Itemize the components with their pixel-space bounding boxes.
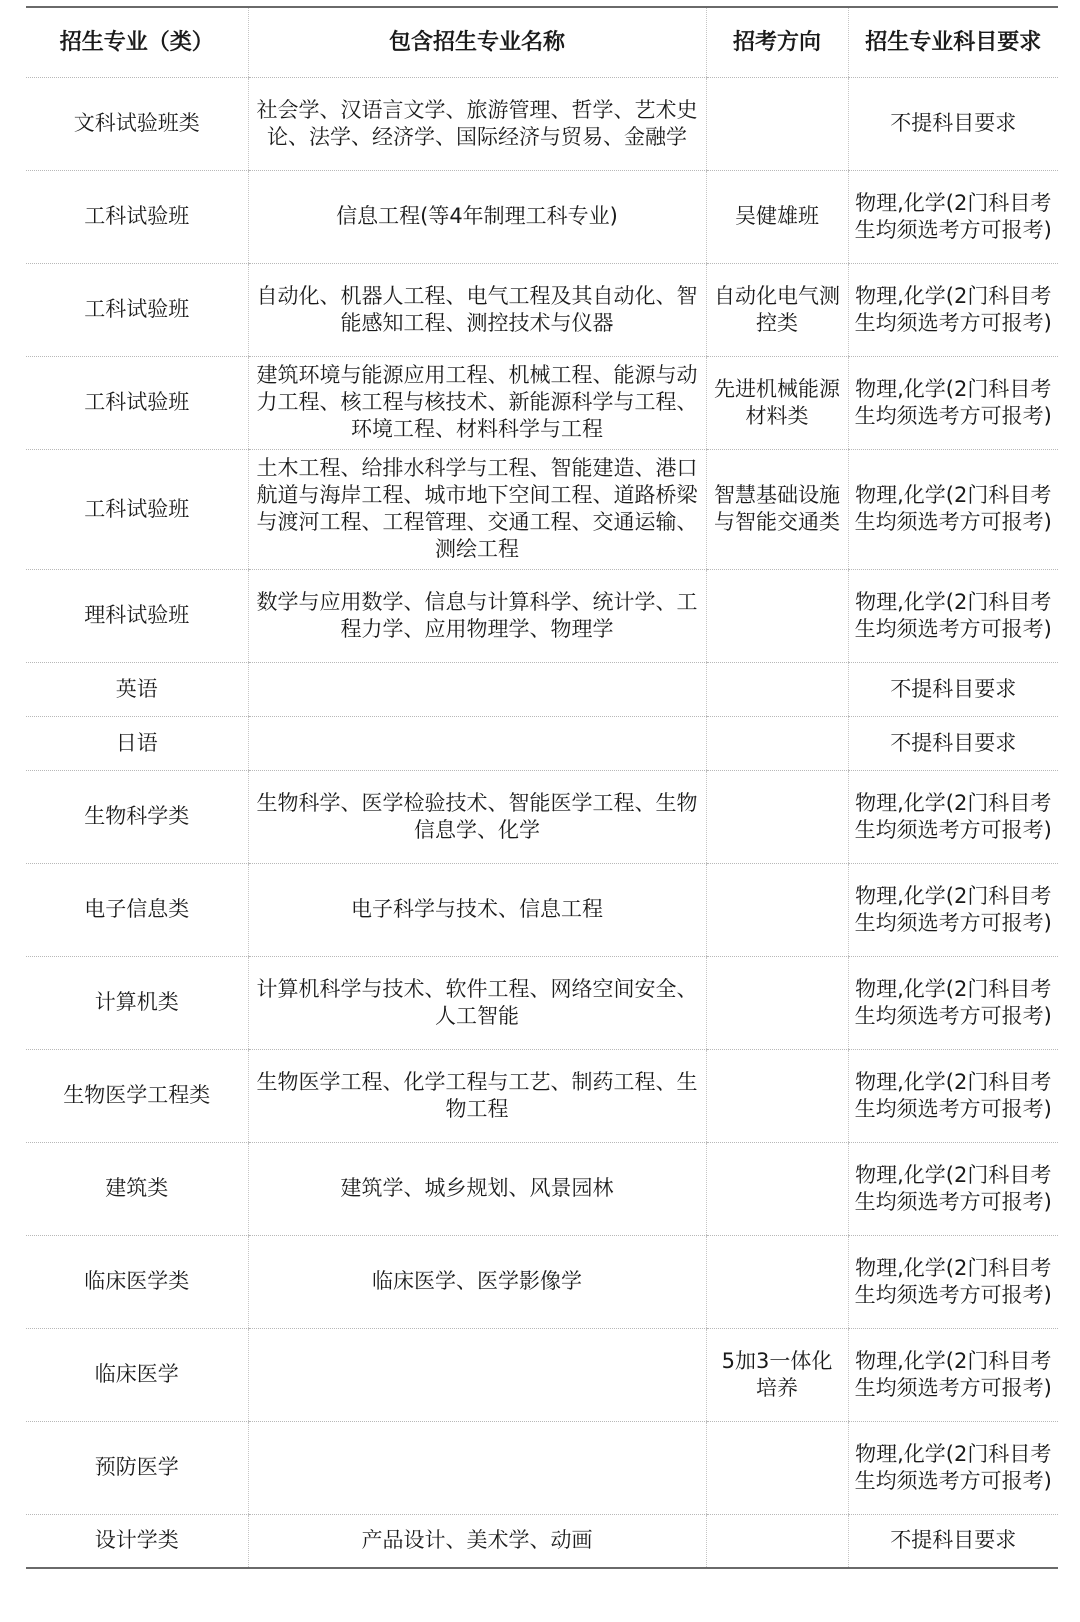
cell-direction — [706, 770, 848, 863]
cell-requirement: 物理,化学(2门科目考生均须选考方可报考) — [848, 1235, 1058, 1328]
cell-major: 工科试验班 — [26, 170, 248, 263]
cell-requirement: 不提科目要求 — [848, 716, 1058, 770]
table-row — [26, 716, 1058, 770]
cell-requirement: 物理,化学(2门科目考生均须选考方可报考) — [848, 263, 1058, 356]
cell-includes — [248, 1421, 706, 1514]
cell-includes: 建筑学、城乡规划、风景园林 — [248, 1142, 706, 1235]
cell-includes: 数学与应用数学、信息与计算科学、统计学、工程力学、应用物理学、物理学 — [248, 569, 706, 662]
table-row — [26, 170, 1058, 263]
cell-direction — [706, 1421, 848, 1514]
cell-includes — [248, 716, 706, 770]
cell-major: 工科试验班 — [26, 356, 248, 449]
cell-major: 建筑类 — [26, 1142, 248, 1235]
cell-includes: 电子科学与技术、信息工程 — [248, 863, 706, 956]
cell-major: 生物医学工程类 — [26, 1049, 248, 1142]
header-includes: 包含招生专业名称 — [248, 7, 706, 77]
cell-includes: 信息工程(等4年制理工科专业) — [248, 170, 706, 263]
header-major: 招生专业（类） — [26, 7, 248, 77]
cell-includes — [248, 1328, 706, 1421]
cell-direction — [706, 662, 848, 716]
cell-direction — [706, 1142, 848, 1235]
cell-includes: 生物医学工程、化学工程与工艺、制药工程、生物工程 — [248, 1049, 706, 1142]
cell-direction — [706, 77, 848, 170]
cell-includes: 建筑环境与能源应用工程、机械工程、能源与动力工程、核工程与核技术、新能源科学与工程、环境工程、材料科学与工程 — [248, 356, 706, 449]
cell-includes: 自动化、机器人工程、电气工程及其自动化、智能感知工程、测控技术与仪器 — [248, 263, 706, 356]
cell-major: 临床医学类 — [26, 1235, 248, 1328]
cell-includes: 土木工程、给排水科学与工程、智能建造、港口航道与海岸工程、城市地下空间工程、道路桥梁与渡河工程、工程管理、交通工程、交通运输、测绘工程 — [248, 449, 706, 569]
cell-requirement: 物理,化学(2门科目考生均须选考方可报考) — [848, 356, 1058, 449]
cell-direction — [706, 569, 848, 662]
cell-major: 生物科学类 — [26, 770, 248, 863]
table-row — [26, 1142, 1058, 1235]
cell-major: 临床医学 — [26, 1328, 248, 1421]
cell-requirement: 物理,化学(2门科目考生均须选考方可报考) — [848, 956, 1058, 1049]
cell-direction: 5加3一体化培养 — [706, 1328, 848, 1421]
header-direction: 招考方向 — [706, 7, 848, 77]
cell-major: 计算机类 — [26, 956, 248, 1049]
cell-major: 英语 — [26, 662, 248, 716]
header-requirement: 招生专业科目要求 — [848, 7, 1058, 77]
cell-includes: 生物科学、医学检验技术、智能医学工程、生物信息学、化学 — [248, 770, 706, 863]
table-row — [26, 449, 1058, 569]
cell-requirement: 物理,化学(2门科目考生均须选考方可报考) — [848, 449, 1058, 569]
cell-direction — [706, 956, 848, 1049]
table-row — [26, 662, 1058, 716]
table-row — [26, 77, 1058, 170]
cell-direction — [706, 1049, 848, 1142]
table-row — [26, 863, 1058, 956]
table-row — [26, 1421, 1058, 1514]
cell-requirement: 不提科目要求 — [848, 662, 1058, 716]
table-row — [26, 1049, 1058, 1142]
cell-requirement: 物理,化学(2门科目考生均须选考方可报考) — [848, 770, 1058, 863]
cell-requirement: 物理,化学(2门科目考生均须选考方可报考) — [848, 1328, 1058, 1421]
table-header-row — [26, 7, 1058, 77]
cell-requirement: 物理,化学(2门科目考生均须选考方可报考) — [848, 1049, 1058, 1142]
table-row — [26, 1328, 1058, 1421]
cell-requirement: 物理,化学(2门科目考生均须选考方可报考) — [848, 863, 1058, 956]
cell-direction — [706, 716, 848, 770]
cell-requirement: 物理,化学(2门科目考生均须选考方可报考) — [848, 569, 1058, 662]
cell-major: 理科试验班 — [26, 569, 248, 662]
cell-includes: 产品设计、美术学、动画 — [248, 1514, 706, 1568]
table-row — [26, 356, 1058, 449]
cell-major: 日语 — [26, 716, 248, 770]
table-row — [26, 770, 1058, 863]
cell-requirement: 物理,化学(2门科目考生均须选考方可报考) — [848, 170, 1058, 263]
cell-major: 设计学类 — [26, 1514, 248, 1568]
table-row — [26, 1514, 1058, 1568]
cell-requirement: 不提科目要求 — [848, 1514, 1058, 1568]
cell-direction: 先进机械能源材料类 — [706, 356, 848, 449]
admissions-table — [26, 6, 1058, 1569]
cell-includes: 临床医学、医学影像学 — [248, 1235, 706, 1328]
cell-requirement: 不提科目要求 — [848, 77, 1058, 170]
cell-major: 电子信息类 — [26, 863, 248, 956]
table-row — [26, 1235, 1058, 1328]
cell-major: 工科试验班 — [26, 449, 248, 569]
cell-includes: 计算机科学与技术、软件工程、网络空间安全、人工智能 — [248, 956, 706, 1049]
table-row — [26, 263, 1058, 356]
cell-requirement: 物理,化学(2门科目考生均须选考方可报考) — [848, 1421, 1058, 1514]
cell-direction — [706, 1235, 848, 1328]
cell-major: 工科试验班 — [26, 263, 248, 356]
cell-direction: 自动化电气测控类 — [706, 263, 848, 356]
cell-direction — [706, 863, 848, 956]
cell-direction: 吴健雄班 — [706, 170, 848, 263]
table-row — [26, 956, 1058, 1049]
cell-major: 文科试验班类 — [26, 77, 248, 170]
cell-major: 预防医学 — [26, 1421, 248, 1514]
cell-includes: 社会学、汉语言文学、旅游管理、哲学、艺术史论、法学、经济学、国际经济与贸易、金融学 — [248, 77, 706, 170]
cell-direction: 智慧基础设施与智能交通类 — [706, 449, 848, 569]
cell-direction — [706, 1514, 848, 1568]
cell-includes — [248, 662, 706, 716]
cell-requirement: 物理,化学(2门科目考生均须选考方可报考) — [848, 1142, 1058, 1235]
table-row — [26, 569, 1058, 662]
